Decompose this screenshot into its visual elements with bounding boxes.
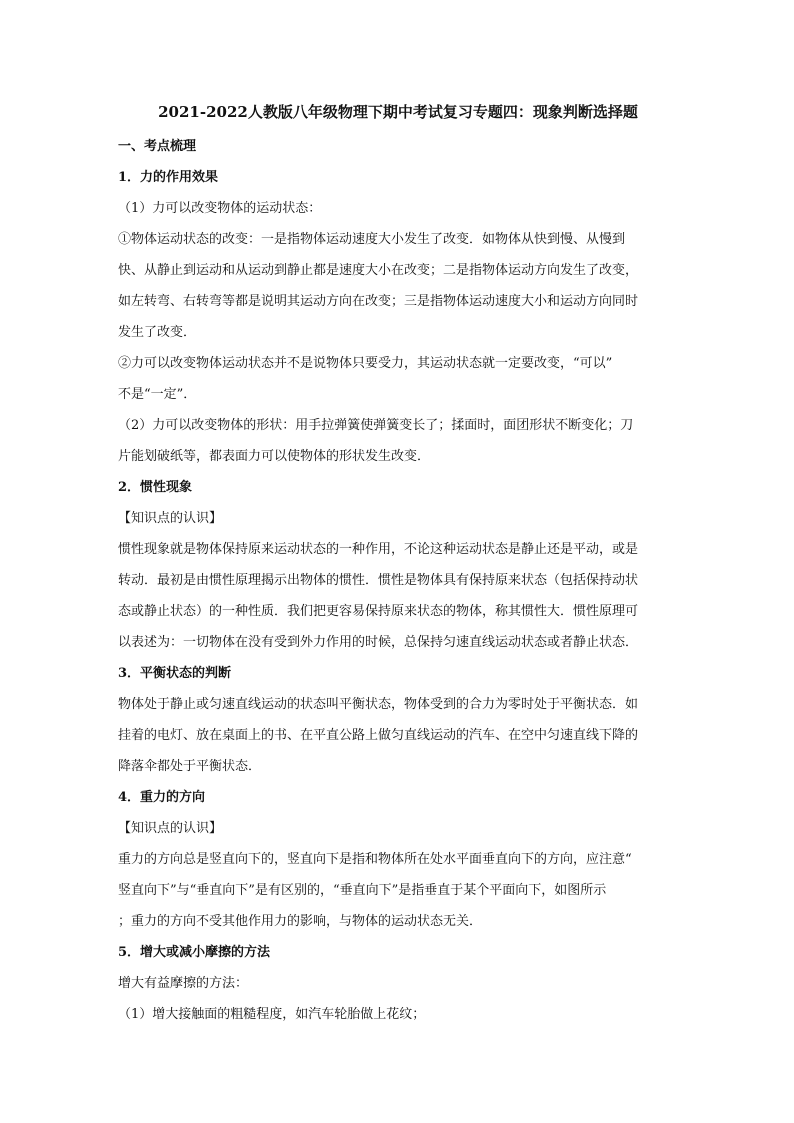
text-line: ；重力的方向不受其他作用力的影响，与物体的运动状态无关． [118,914,483,929]
text-line: （1）增大接触面的粗糙程度，如汽车轮胎做上花纹； [118,1007,426,1022]
text-line: 片能划破纸等，都表面力可以使物体的形状发生改变． [118,449,431,464]
text-line: 物体处于静止或匀速直线运动的状态叫平衡状态，物体受到的合力为零时处于平衡状态．如 [118,697,639,712]
text-line: 惯性现象就是物体保持原来运动状态的一种作用，不论这种运动状态是静止还是平动，或是 [118,542,639,557]
text-line: 重力的方向总是竖直向下的，竖直向下是指和物体所在处水平面垂直向下的方向，应注意“ [118,852,632,867]
document-page [118,100,678,1030]
section-heading: 1．力的作用效果 [118,170,219,185]
section-heading: 3．平衡状态的判断 [118,666,232,681]
document-body [118,131,678,1030]
text-line: 【知识点的认识】 [118,821,223,836]
text-line: 态或静止状态）的一种性质．我们把更容易保持原来状态的物体，称其惯性大．惯性原理可 [118,604,639,619]
text-line: 挂着的电灯、放在桌面上的书、在平直公路上做匀直线运动的汽车、在空中匀速直线下降的 [118,728,639,743]
section-heading: 4．重力的方向 [118,790,206,805]
section-heading: 一、考点梳理 [118,139,197,154]
text-line: 增大有益摩擦的方法： [118,976,249,991]
document-title: 2021-2022人教版八年级物理下期中考试复习专题四：现象判断选择题 [158,103,638,121]
text-line: 快、从静止到运动和从运动到静止都是速度大小在改变；二是指物体运动方向发生了改变， [118,263,639,278]
text-line: ②力可以改变物体运动状态并不是说物体只要受力，其运动状态就一定要改变，“可以” [118,356,613,371]
text-line: 如左转弯、右转弯等都是说明其运动方向在改变；三是指物体运动速度大小和运动方向同时 [118,294,639,309]
text-line: 发生了改变． [118,325,197,340]
section-heading: 5．增大或减小摩擦的方法 [118,945,271,960]
text-line: 【知识点的认识】 [118,511,223,526]
section-heading: 2．惯性现象 [118,480,193,495]
text-line: 以表述为：一切物体在没有受到外力作用的时候，总保持匀速直线运动状态或者静止状态． [118,635,639,650]
text-line: 转动．最初是由惯性原理揭示出物体的惯性．惯性是物体具有保持原来状态（包括保持动状 [118,573,639,588]
text-line: 降落伞都处于平衡状态． [118,759,262,774]
text-line: ①物体运动状态的改变：一是指物体运动速度大小发生了改变．如物体从快到慢、从慢到 [118,232,626,247]
text-line: 不是“一定”． [118,387,197,402]
text-line: （2）力可以改变物体的形状：用手拉弹簧使弹簧变长了；揉面时，面团形状不断变化；刀 [118,418,634,433]
text-line: 竖直向下”与“垂直向下”是有区别的，“垂直向下”是指垂直于某个平面向下，如图所示 [118,883,607,898]
text-line: （1）力可以改变物体的运动状态： [118,201,322,216]
